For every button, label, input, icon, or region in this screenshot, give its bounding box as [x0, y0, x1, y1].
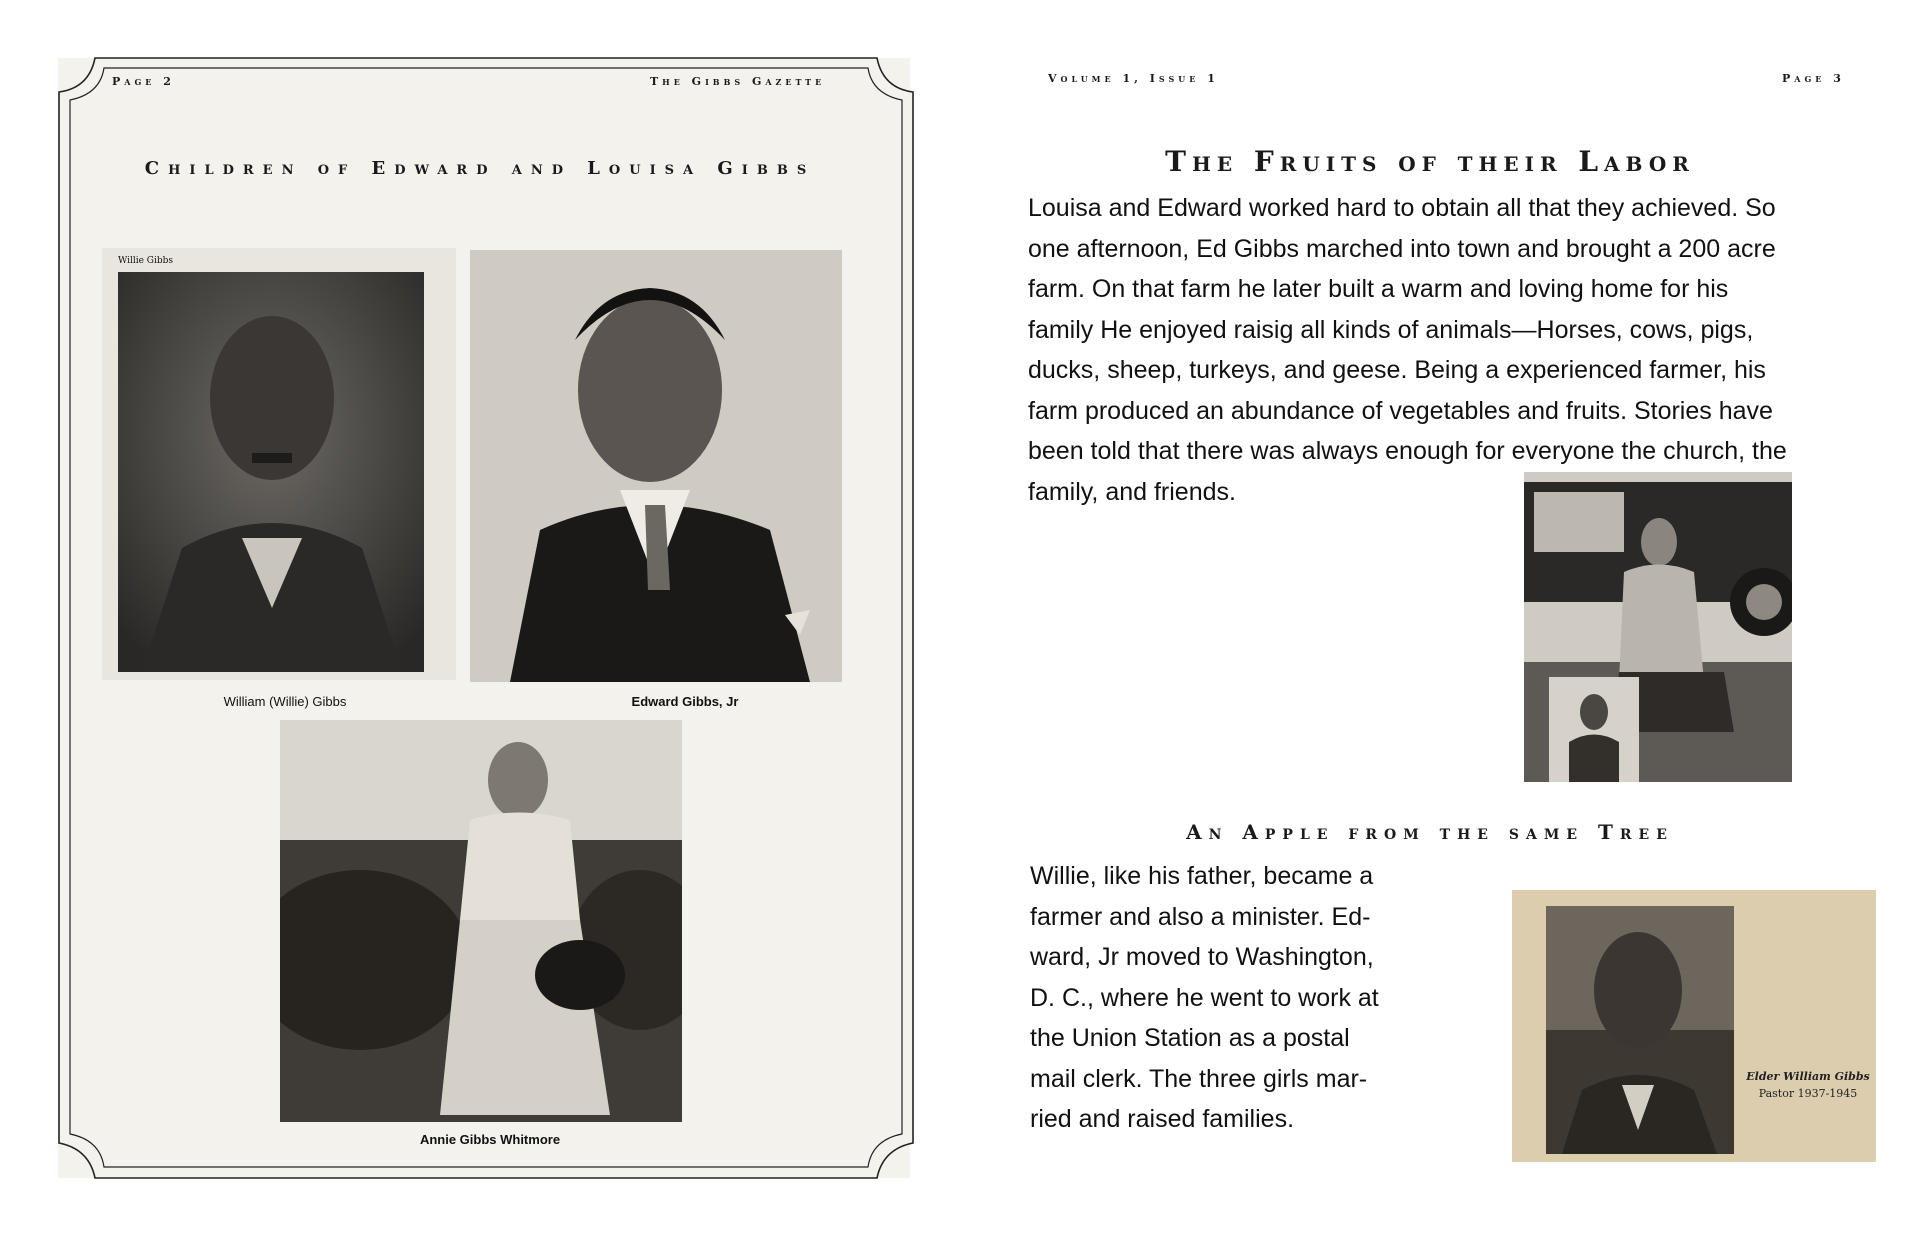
article-line: the Union Station as a postal	[1030, 1024, 1350, 1052]
article-line: ried and raised families.	[1030, 1105, 1295, 1133]
annie-gibbs-whitmore-photo	[280, 720, 682, 1122]
article-line: farmer and also a minister. Ed-	[1030, 902, 1371, 931]
article-line: one afternoon, Ed Gibbs marched into town and brought a 200 acre	[1028, 234, 1776, 263]
page-number-right: Page 3	[1782, 72, 1845, 85]
newsletter-name-header: The Gibbs Gazette	[650, 75, 826, 88]
fruits-of-labor-article	[1028, 188, 1868, 512]
caption-edward: Edward Gibbs, Jr	[631, 694, 739, 709]
article-line: been told that there was always enough for everyone the church, the	[1028, 437, 1787, 465]
volume-issue-header: Volume 1, Issue 1	[1048, 72, 1219, 85]
elder-tenure: Pastor 1937-1945	[1758, 1087, 1858, 1100]
apple-from-same-tree-title: An Apple from the same Tree	[1186, 820, 1674, 844]
elder-william-gibbs-clipping	[1512, 890, 1876, 1162]
article-line: mail clerk. The three girls mar-	[1030, 1064, 1368, 1093]
article-line: Willie, like his father, became a	[1030, 862, 1374, 890]
fruits-of-labor-title: The Fruits of their Labor	[1165, 145, 1695, 178]
caption-annie: Annie Gibbs Whitmore	[419, 1132, 561, 1147]
edward-gibbs-jr-photo	[470, 250, 842, 682]
edward-gibbs-farm-photo	[1524, 472, 1792, 782]
willie-gibbs-photo	[102, 248, 456, 680]
caption-willie: William (Willie) Gibbs	[223, 694, 347, 709]
article-line: family, and friends.	[1028, 477, 1236, 506]
article-line: farm produced an abundance of vegetables and fruits. Stories have	[1028, 396, 1773, 425]
page-number-left: Page 2	[112, 75, 175, 88]
article-line: ducks, sheep, turkeys, and geese. Being a experienced farmer, his	[1028, 356, 1766, 384]
article-line: D. C., where he went to work at	[1030, 983, 1379, 1012]
article-line: ward, Jr moved to Washington,	[1030, 943, 1374, 971]
elder-caption	[1738, 1068, 1878, 1102]
willie-photo-label: Willie Gibbs	[118, 256, 174, 266]
elder-name: Elder William Gibbs	[1746, 1070, 1870, 1083]
article-line: farm. On that farm he later built a warm and loving home for his	[1028, 275, 1729, 303]
article-line: family He enjoyed raisig all kinds of animals—Horses, cows, pigs,	[1028, 315, 1754, 344]
article-line: Louisa and Edward worked hard to obtain all that they achieved. So	[1028, 194, 1776, 222]
children-section-title: Children of Edward and Louisa Gibbs	[144, 158, 816, 179]
apple-from-same-tree-article	[1030, 856, 1410, 1140]
